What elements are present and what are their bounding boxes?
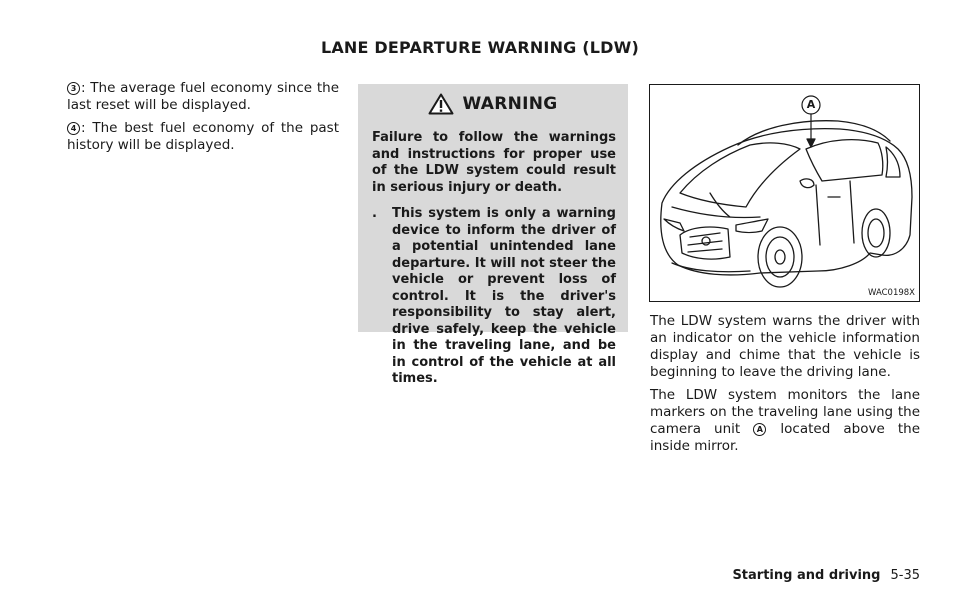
circled-number-icon: 4	[67, 122, 80, 135]
note-text: : The average fuel economy since the last reset will be displayed.	[67, 80, 339, 113]
circled-number-icon: 3	[67, 82, 80, 95]
chapter-name: Starting and driving	[732, 568, 881, 583]
bullet-mark: .	[372, 206, 377, 221]
warning-triangle-icon	[428, 93, 454, 115]
warning-header	[358, 84, 628, 124]
vehicle-illustration	[649, 84, 920, 302]
note-item-3	[67, 80, 339, 114]
bullet-text: This system is only a warning device to inform the driver of a potential unintended lane departure. It will not steer the vehicle or prevent loss of control. It is the driver's responsibility to stay alert, drive safely, keep the vehicle in the traveling lane, and be in control of the vehicle at all times.	[392, 206, 616, 386]
warning-title: WARNING	[462, 94, 558, 114]
page-footer	[732, 568, 920, 583]
ldw-description	[650, 313, 920, 461]
car-drawing	[650, 85, 919, 301]
warning-intro: Failure to follow the warnings and instructions for proper use of the LDW system could result in serious injury or death.	[372, 130, 616, 195]
warning-box	[358, 84, 628, 386]
ldw-paragraph-2	[650, 387, 920, 455]
note-item-4	[67, 120, 339, 154]
callout-label: A	[806, 98, 816, 111]
warning-bullet	[372, 206, 616, 388]
ldw-paragraph-1: The LDW system warns the driver with an indicator on the vehicle information display and chime that the vehicle is beginning to leave the driving lane.	[650, 313, 920, 380]
page-number: 5-35	[890, 568, 920, 583]
circled-letter-icon: A	[753, 423, 766, 436]
paragraph-text: The LDW system monitors the lane markers on the traveling lane using the camera unit	[650, 387, 920, 437]
figure-code: WAC0198X	[868, 288, 915, 298]
fuel-economy-notes	[67, 80, 339, 160]
note-text: : The best fuel economy of the past history will be displayed.	[67, 120, 339, 153]
warning-body	[358, 124, 628, 388]
paragraph-text: located above the inside mirror.	[650, 421, 921, 454]
section-title: LANE DEPARTURE WARNING (LDW)	[320, 38, 640, 57]
